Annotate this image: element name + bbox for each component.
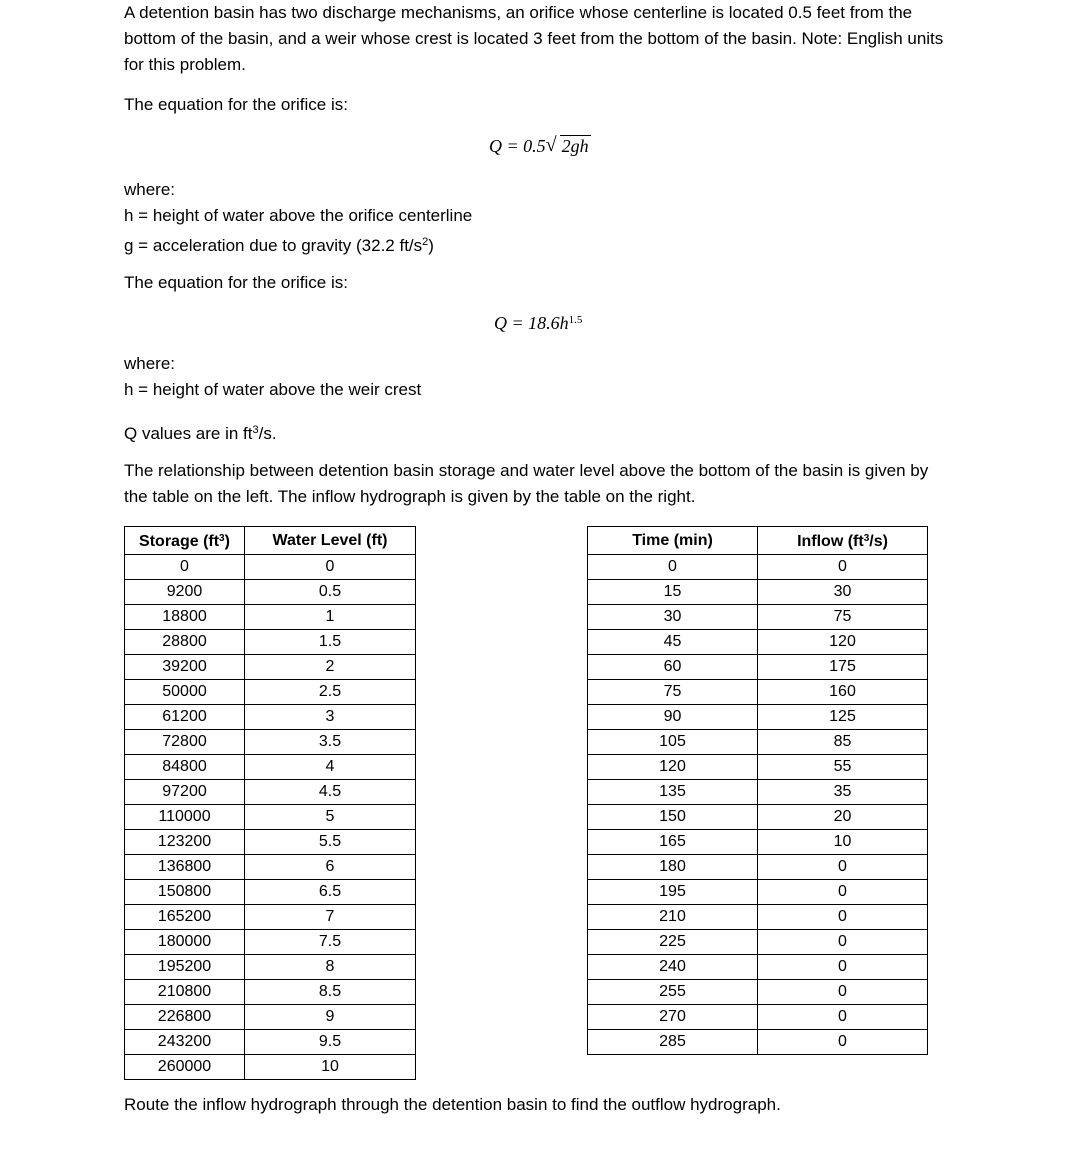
conclusion-paragraph: Route the inflow hydrograph through the detention basin to find the outflow hydrograph. (124, 1095, 781, 1114)
table-cell: 125 (758, 705, 928, 730)
table-row (125, 880, 416, 905)
table-cell: 3.5 (245, 730, 416, 755)
water-level-header: Water Level (ft) (245, 527, 416, 555)
table-row (588, 880, 928, 905)
table-cell: 35 (758, 780, 928, 805)
table-row (588, 805, 928, 830)
table-cell: 243200 (125, 1030, 245, 1055)
storage-header: Storage $(ft^3)$ (125, 527, 245, 555)
table-cell: 165200 (125, 905, 245, 930)
table-cell: 28800 (125, 630, 245, 655)
inflow-table (587, 526, 928, 1055)
table-row (588, 730, 928, 755)
where-label-2: where: (124, 354, 176, 373)
orifice-equation (489, 136, 591, 157)
table-cell: 110000 (125, 805, 245, 830)
table-cell: 255 (588, 980, 758, 1005)
table-cell: 150 (588, 805, 758, 830)
inflow-table-body (588, 555, 928, 1055)
table-row (125, 955, 416, 980)
table-row (125, 730, 416, 755)
table-cell: 10 (245, 1055, 416, 1080)
table-row (125, 630, 416, 655)
table-row (588, 655, 928, 680)
q-units-note: Q values are in $ft^3/s$. (124, 424, 277, 443)
table-cell: 8 (245, 955, 416, 980)
table-row (125, 905, 416, 930)
table-cell: 0 (758, 555, 928, 580)
table-cell: 175 (758, 655, 928, 680)
table-row (588, 755, 928, 780)
table-cell: 85 (758, 730, 928, 755)
table-cell: 50000 (125, 680, 245, 705)
table-row (588, 930, 928, 955)
table-cell: 0.5 (245, 580, 416, 605)
table-row (588, 980, 928, 1005)
table-cell: 15 (588, 580, 758, 605)
table-row (125, 930, 416, 955)
table-cell: 0 (758, 905, 928, 930)
orifice-equation-radicand: 2gh (561, 136, 589, 156)
table-cell: 225 (588, 930, 758, 955)
table-cell: 10 (758, 830, 928, 855)
table-cell: 2.5 (245, 680, 416, 705)
table-cell: 260000 (125, 1055, 245, 1080)
table-cell: 180 (588, 855, 758, 880)
table-cell: 45 (588, 630, 758, 655)
table-cell: 97200 (125, 780, 245, 805)
table-row (125, 605, 416, 630)
table-row (588, 1005, 928, 1030)
table-row (588, 605, 928, 630)
table-row (588, 855, 928, 880)
table-cell: 195200 (125, 955, 245, 980)
table-row (125, 1030, 416, 1055)
table-cell: 90 (588, 705, 758, 730)
table-cell: 210800 (125, 980, 245, 1005)
table-row (588, 780, 928, 805)
table-cell: 4.5 (245, 780, 416, 805)
table-row (588, 555, 928, 580)
table-cell: 9200 (125, 580, 245, 605)
table-row (125, 1055, 416, 1080)
table-row (125, 705, 416, 730)
table-cell: 180000 (125, 930, 245, 955)
table-cell: 4 (245, 755, 416, 780)
table-cell: 0 (588, 555, 758, 580)
table-row (588, 905, 928, 930)
table-cell: 150800 (125, 880, 245, 905)
table-cell: 0 (758, 955, 928, 980)
table-row (125, 755, 416, 780)
table-cell: 123200 (125, 830, 245, 855)
table-cell: 18800 (125, 605, 245, 630)
intro-paragraph: A detention basin has two discharge mechanisms, an orifice whose centerline is located 0.5 feet from the bottom of the basin, and a weir whose crest is located 3 feet from the bottom of the basin. Note: English units for this problem. (124, 3, 944, 74)
table-cell: 1.5 (245, 630, 416, 655)
table-row (125, 855, 416, 880)
table-cell: 165 (588, 830, 758, 855)
relationship-paragraph: The relationship between detention basin storage and water level above the bottom of the basin is given by the table on the left. The inflow hydrograph is given by the table on the right. (124, 461, 929, 506)
table-cell: 84800 (125, 755, 245, 780)
table-cell: 39200 (125, 655, 245, 680)
table-row (588, 1030, 928, 1055)
table-cell: 60 (588, 655, 758, 680)
table-cell: 135 (588, 780, 758, 805)
table-cell: 61200 (125, 705, 245, 730)
table-row (125, 805, 416, 830)
storage-table-body (125, 555, 416, 1080)
square-root: √ 2gh (545, 134, 589, 156)
table-cell: 105 (588, 730, 758, 755)
table-row (588, 705, 928, 730)
table-cell: 1 (245, 605, 416, 630)
orifice-h-definition: h = height of water above the orifice centerline (124, 206, 473, 225)
table-cell: 0 (758, 980, 928, 1005)
orifice-equation-lhs: Q = 0.5 (489, 136, 546, 156)
inflow-header: Inflow $(ft^3/s)$ (758, 527, 928, 555)
table-cell: 7 (245, 905, 416, 930)
table-cell: 285 (588, 1030, 758, 1055)
table-row (125, 655, 416, 680)
table-cell: 226800 (125, 1005, 245, 1030)
weir-h-definition: h = height of water above the weir crest (124, 380, 422, 399)
table-row (125, 780, 416, 805)
where-label-1: where: (124, 180, 176, 199)
table-cell: 0 (758, 1030, 928, 1055)
table-cell: 210 (588, 905, 758, 930)
table-cell: 72800 (125, 730, 245, 755)
table-cell: 75 (758, 605, 928, 630)
table-row (125, 1005, 416, 1030)
table-row (588, 955, 928, 980)
table-cell: 120 (758, 630, 928, 655)
table-cell: 2 (245, 655, 416, 680)
table-cell: 6 (245, 855, 416, 880)
table-cell: 30 (588, 605, 758, 630)
table-cell: 8.5 (245, 980, 416, 1005)
table-cell: 0 (758, 930, 928, 955)
table-cell: 9.5 (245, 1030, 416, 1055)
table-row (125, 580, 416, 605)
table-row (125, 680, 416, 705)
table-cell: 0 (758, 1005, 928, 1030)
table-cell: 30 (758, 580, 928, 605)
table-cell: 0 (758, 855, 928, 880)
time-header: Time (min) (588, 527, 758, 555)
gravity-definition: g = acceleration due to gravity (32.2 $ft/s^2$) (124, 236, 434, 255)
weir-equation-exponent: 1.5 (568, 314, 583, 326)
table-cell: 5 (245, 805, 416, 830)
table-cell: 120 (588, 755, 758, 780)
table-cell: 9 (245, 1005, 416, 1030)
table-cell: 136800 (125, 855, 245, 880)
table-row (125, 980, 416, 1005)
table-row (588, 830, 928, 855)
storage-table (124, 526, 416, 1080)
table-cell: 195 (588, 880, 758, 905)
table-row (588, 680, 928, 705)
table-cell: 20 (758, 805, 928, 830)
table-row (588, 580, 928, 605)
table-row (588, 630, 928, 655)
table-cell: 3 (245, 705, 416, 730)
weir-equation-lhs: Q = 18.6h (494, 313, 569, 333)
table-cell: 270 (588, 1005, 758, 1030)
table-cell: 240 (588, 955, 758, 980)
table-row (125, 555, 416, 580)
orifice-heading: The equation for the orifice is: (124, 95, 348, 114)
table-cell: 5.5 (245, 830, 416, 855)
table-cell: 0 (758, 880, 928, 905)
table-row (125, 830, 416, 855)
table-cell: 160 (758, 680, 928, 705)
table-cell: 0 (125, 555, 245, 580)
table-cell: 0 (245, 555, 416, 580)
weir-heading: The equation for the orifice is: (124, 273, 348, 292)
table-cell: 6.5 (245, 880, 416, 905)
table-cell: 75 (588, 680, 758, 705)
weir-equation (494, 313, 582, 334)
table-cell: 55 (758, 755, 928, 780)
table-cell: 7.5 (245, 930, 416, 955)
